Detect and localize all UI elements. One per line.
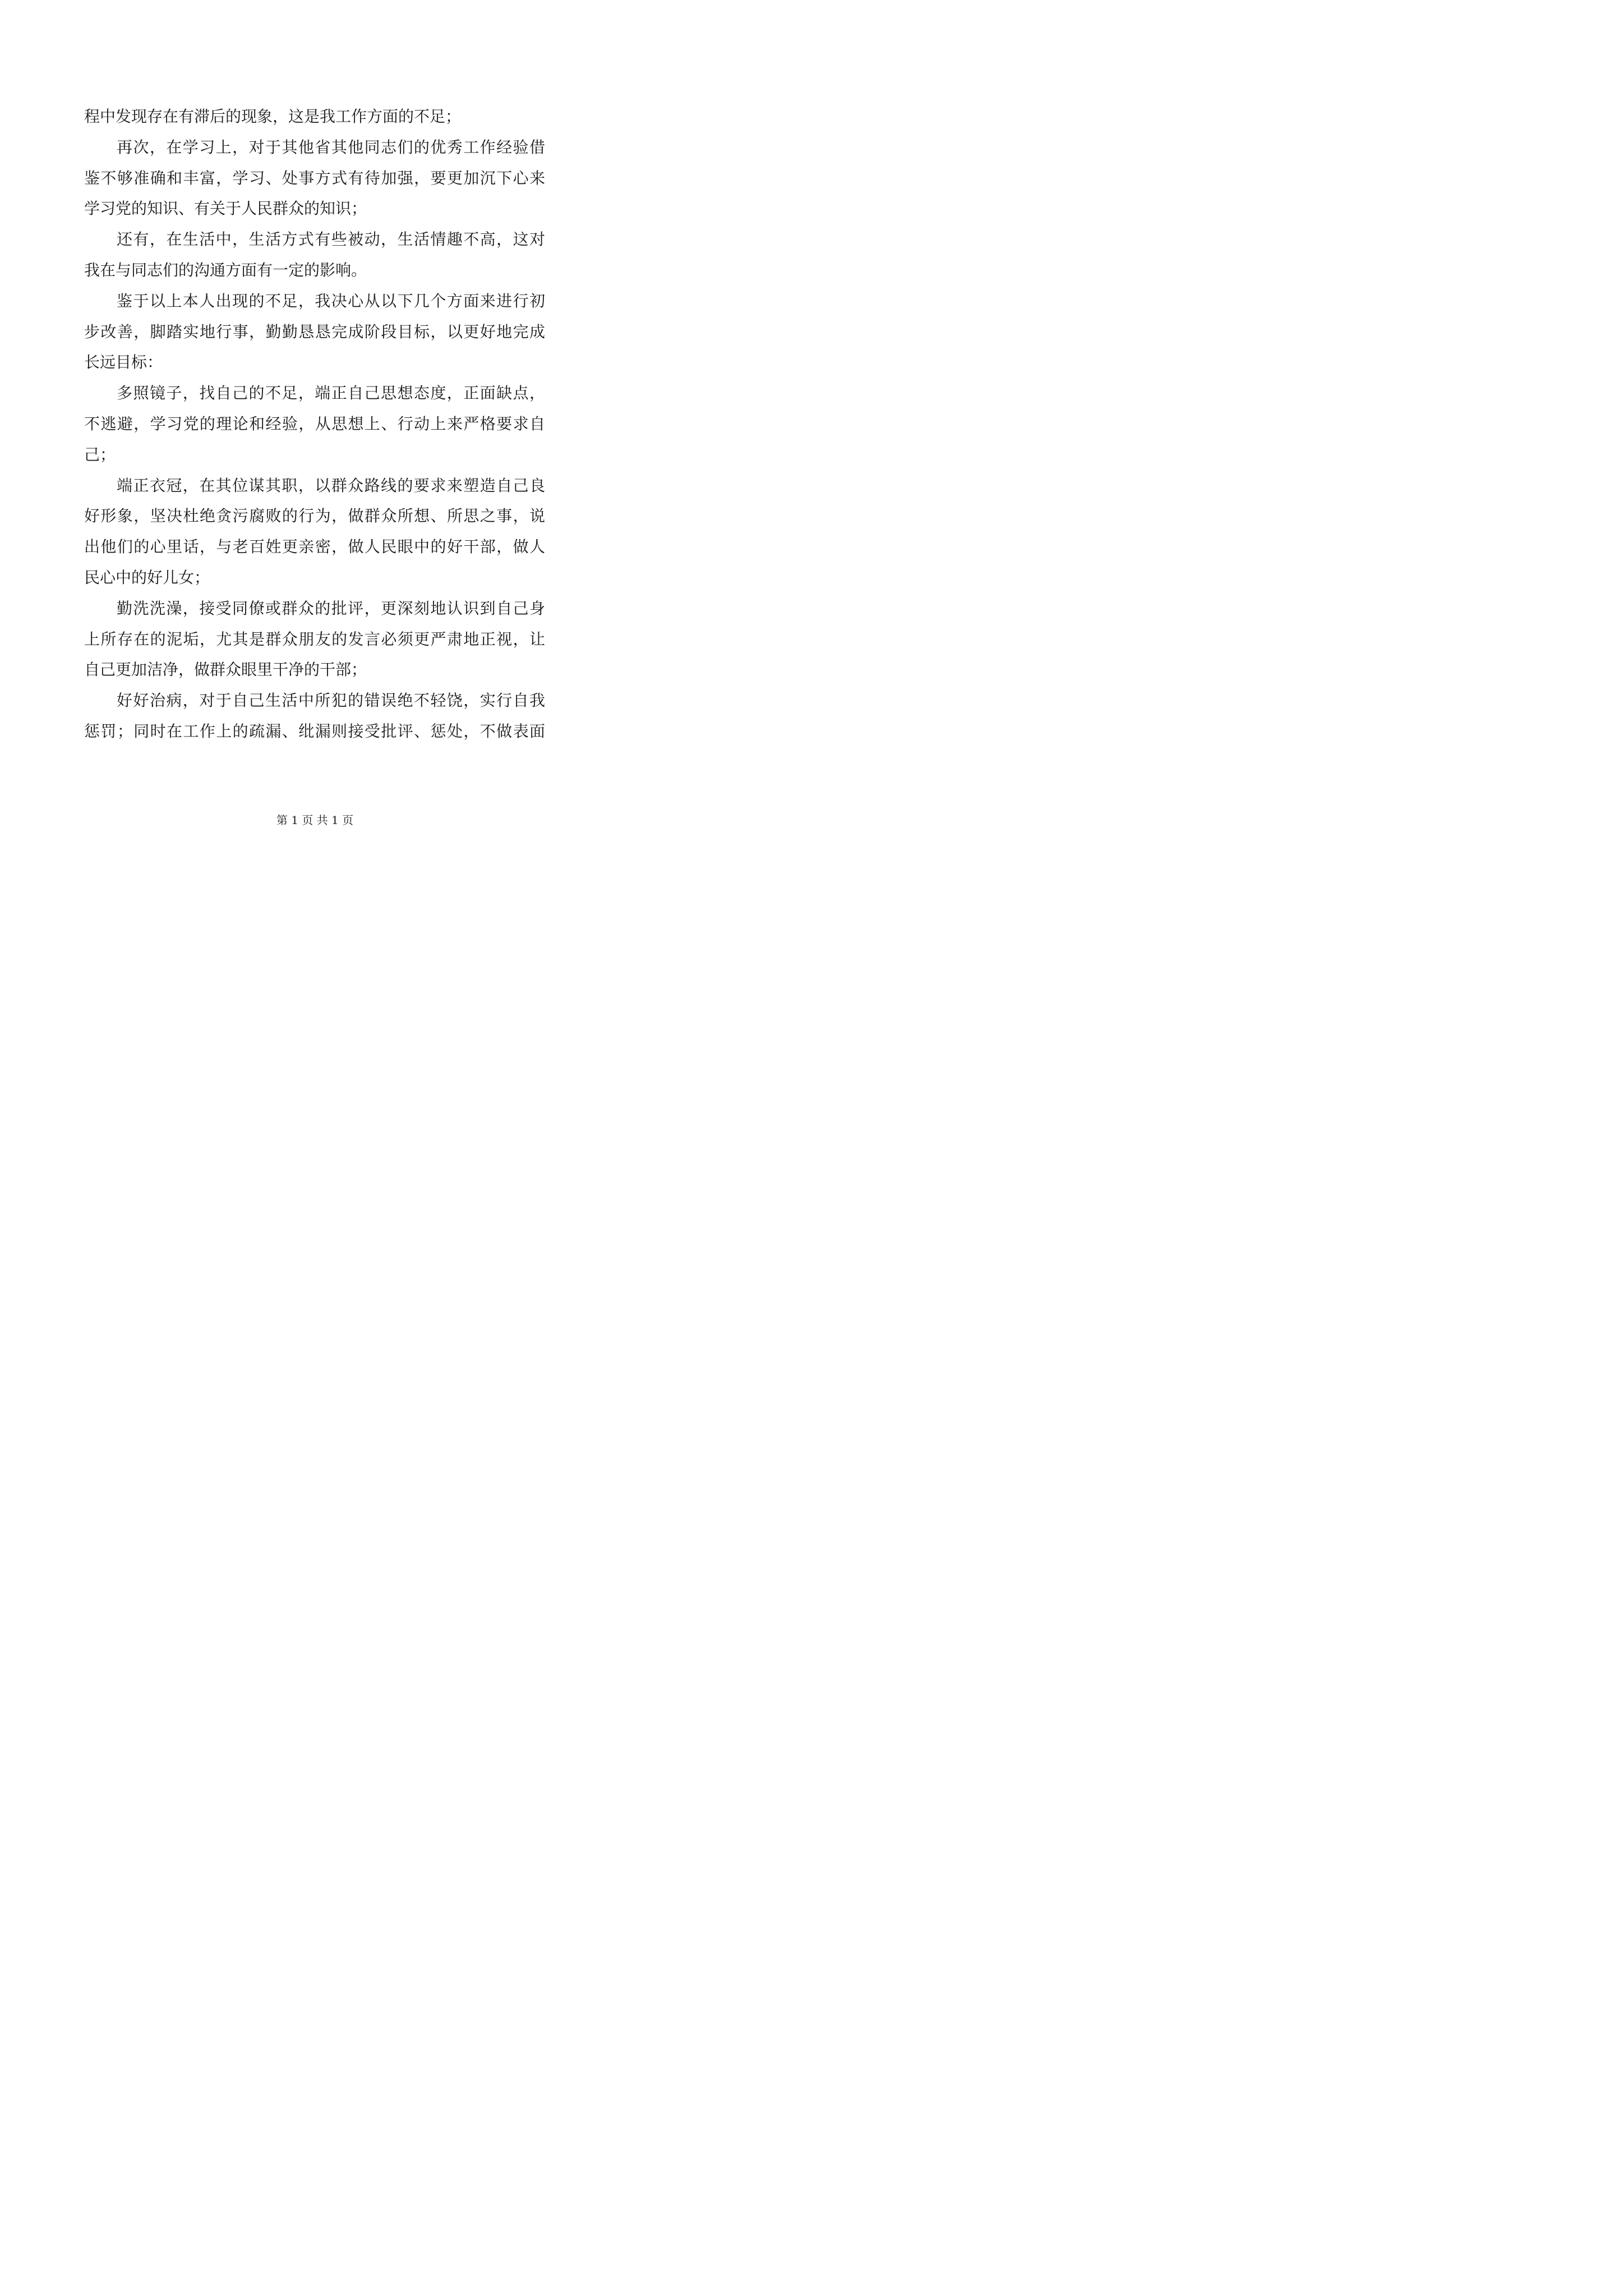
text-line: 不逃避，学习党的理论和经验，从思想上、行动上来严格要求自 (84, 414, 545, 433)
text-line: 惩罚；同时在工作上的疏漏、纰漏则接受批评、惩处，不做表面 (84, 721, 545, 740)
text-line: 学习党的知识、有关于人民群众的知识； (84, 199, 367, 218)
text-line: 我在与同志们的沟通方面有一定的影响。 (84, 260, 367, 279)
text-line: 自己更加洁净，做群众眼里干净的干部； (84, 660, 367, 679)
text-line: 上所存在的泥垢，尤其是群众朋友的发言必须更严肃地正视，让 (84, 629, 545, 648)
page-number-label: 第 1 页 共 1 页 (276, 813, 354, 827)
text-line: 还有，在生活中，生活方式有些被动，生活情趣不高，这对 (117, 230, 545, 249)
text-line: 鉴不够准确和丰富，学习、处事方式有待加强，要更加沉下心来 (84, 168, 545, 187)
text-line: 民心中的好儿女； (84, 568, 210, 587)
text-line: 长远目标： (84, 353, 163, 372)
document-body (84, 102, 545, 747)
page-footer (0, 812, 630, 828)
text-line: 端正衣冠，在其位谋其职，以群众路线的要求来塑造自己良 (117, 476, 545, 495)
text-line: 步改善，脚踏实地行事，勤勤恳恳完成阶段目标，以更好地完成 (84, 322, 545, 341)
text-line: 程中发现存在有滞后的现象，这是我工作方面的不足； (84, 107, 462, 126)
text-line: 多照镜子，找自己的不足，端正自己思想态度，正面缺点， (117, 384, 545, 403)
text-line: 鉴于以上本人出现的不足，我决心从以下几个方面来进行初 (117, 291, 545, 310)
text-line: 己； (84, 445, 116, 464)
text-line: 好好治病，对于自己生活中所犯的错误绝不轻饶，实行自我 (117, 691, 545, 710)
text-line: 好形象，坚决杜绝贪污腐败的行为，做群众所想、所思之事，说 (84, 507, 545, 526)
document-page (0, 0, 630, 890)
text-line: 勤洗洗澡，接受同僚或群众的批评，更深刻地认识到自己身 (117, 599, 545, 618)
text-line: 再次，在学习上，对于其他省其他同志们的优秀工作经验借 (117, 137, 545, 157)
text-line: 出他们的心里话，与老百姓更亲密，做人民眼中的好干部，做人 (84, 537, 545, 556)
